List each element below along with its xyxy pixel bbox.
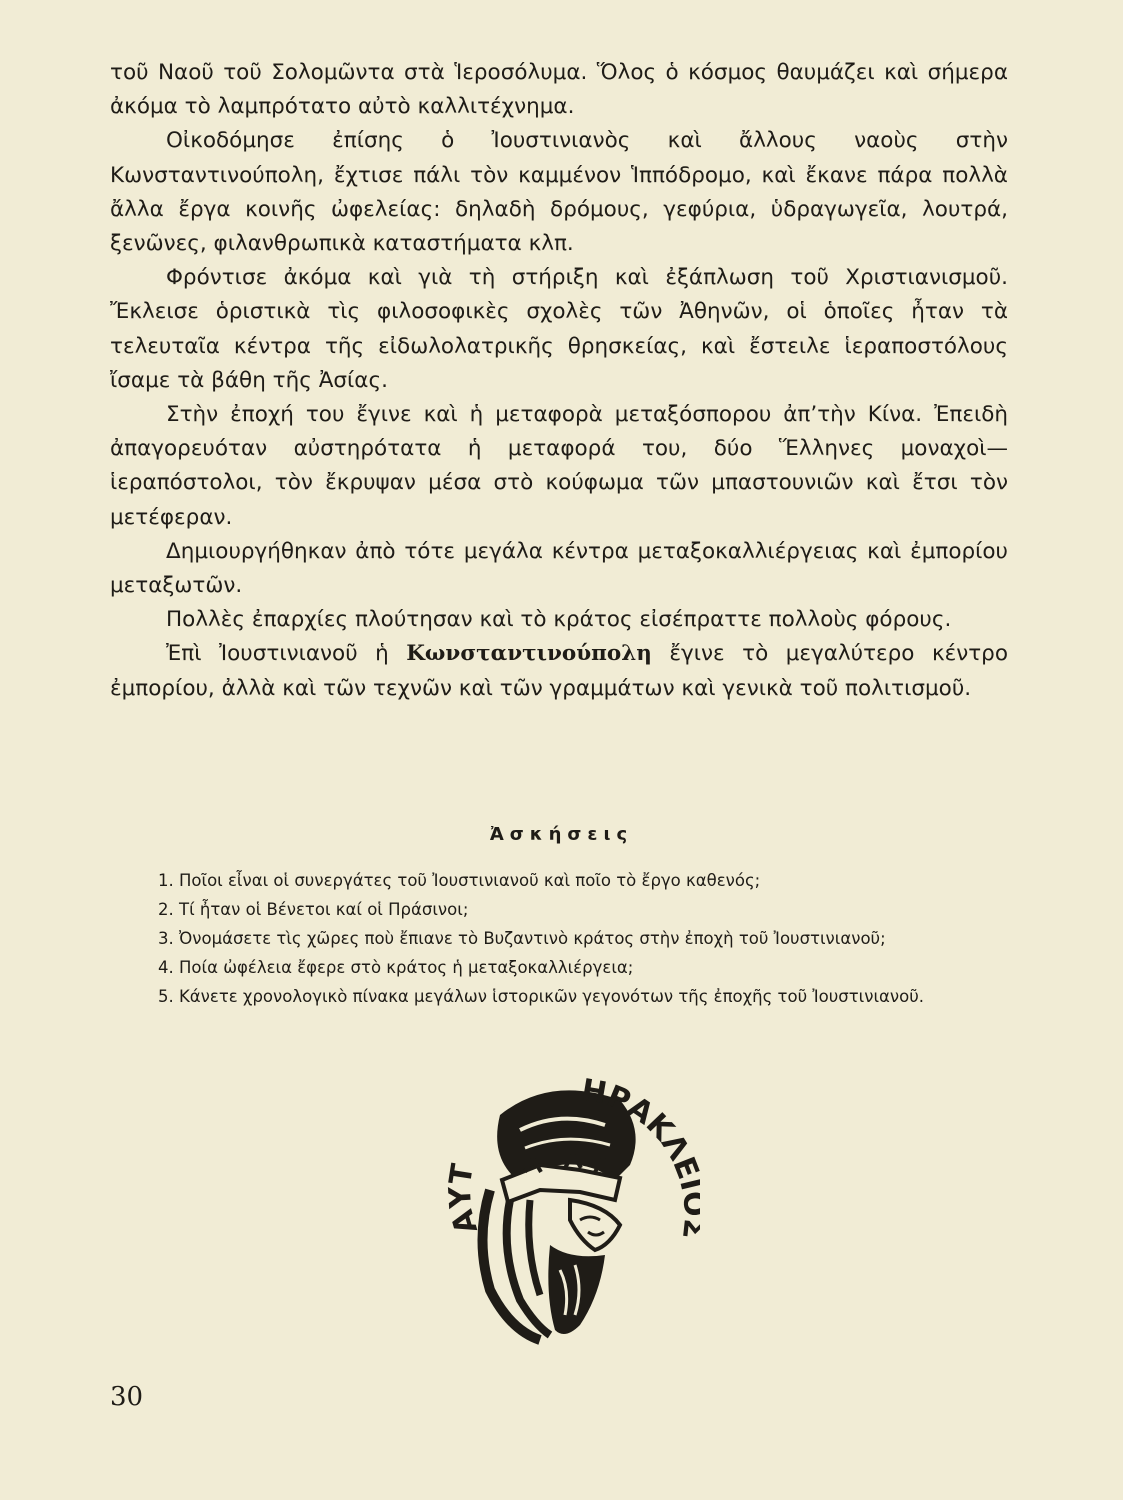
paragraph: τοῦ Ναοῦ τοῦ Σολομῶντα στὰ Ἱεροσόλυμα. Ὅλος ὁ κόσμος θαυμάζει καὶ σήμερα ἀκόμα τὸ λαμπρότατο αὐτὸ καλλιτέχνημα.	[110, 60, 1008, 120]
paragraph-text: ἔγινε τὸ μεγαλύτερο κέντρο ἐμπορίου, ἀλλὰ καὶ τῶν τεχνῶν καὶ τῶν γραμμάτων καὶ γενικὰ τοῦ πολιτισμοῦ.	[110, 641, 1008, 701]
emperor-portrait-stamp	[430, 1060, 700, 1350]
exercises-heading: Ἀσκήσεις	[489, 824, 634, 845]
stamp-inscription-left: ΑΥΤ	[442, 1161, 486, 1238]
exercise-item: 1. Ποῖοι εἶναι οἱ συνεργάτες τοῦ Ἰουστινιανοῦ καὶ ποῖο τὸ ἔργο καθενός;	[158, 871, 761, 890]
exercises-list	[110, 866, 1008, 1011]
paragraph-text: Ἐπὶ Ἰουστινιανοῦ ἡ	[166, 641, 407, 667]
exercise-item: 3. Ὀνομάσετε τὶς χῶρες ποὺ ἔπιανε τὸ Βυζαντινὸ κράτος στὴν ἐποχὴ τοῦ Ἰουστινιανοῦ;	[158, 929, 886, 948]
paragraph: Πολλὲς ἐπαρχίες πλούτησαν καὶ τὸ κράτος εἰσέπραττε πολλοὺς φόρους.	[166, 607, 952, 633]
exercise-item: 5. Κάνετε χρονολογικὸ πίνακα μεγάλων ἱστορικῶν γεγονότων τῆς ἐποχῆς τοῦ Ἰουστινιανοῦ.	[158, 987, 925, 1006]
paragraph: Δημιουργήθηκαν ἀπὸ τότε μεγάλα κέντρα μεταξοκαλλιέργειας καὶ ἐμπορίου μεταξωτῶν.	[110, 538, 1008, 599]
paragraph: Στὴν ἐποχή του ἔγινε καὶ ἡ μεταφορὰ μεταξόσπορου ἀπ’τὴν Κίνα. Ἐπειδὴ ἀπαγορευόταν αὐστηρότατα ἡ μεταφορά του, δύο Ἕλληνες μοναχοὶ—ἱεραπόστολοι, τὸν ἔκρυψαν μέσα στὸ κούφωμα τῶν μπαστουνιῶν καὶ ἔτσι τὸν μετέφεραν.	[110, 402, 1008, 530]
paragraph	[110, 637, 1008, 705]
exercise-item: 4. Ποία ὠφέλεια ἔφερε στὸ κράτος ἡ μεταξοκαλλιέργεια;	[158, 958, 634, 977]
stamp-inscription-right: ΗΡΑΚΛ	[578, 1072, 696, 1167]
paragraph: Φρόντισε ἀκόμα καὶ γιὰ τὴ στήριξη καὶ ἐξάπλωση τοῦ Χριστιανισμοῦ. Ἔκλεισε ὁριστικὰ τὶς φιλοσοφικὲς σχολὲς τῶν Ἀθηνῶν, οἱ ὁποῖες ἦταν τὰ τελευταῖα κέντρα τῆς εἰδωλολατρικῆς θρησκείας, καὶ ἔστειλε ἱεραποστόλους ἴσαμε τὰ βάθη τῆς Ἀσίας.	[110, 265, 1008, 393]
svg-text:ΑΥΤ	[443, 1161, 485, 1238]
page-number: 30	[110, 1382, 144, 1412]
paragraph: Οἰκοδόμησε ἐπίσης ὁ Ἰουστινιανὸς καὶ ἄλλους ναοὺς στὴν Κωνσταντινούπολη, ἔχτισε πάλι τὸν καμμένον Ἱππόδρομο, καὶ ἔκανε πάρα πολλὰ ἄλλα ἔργα κοινῆς ὠφελείας: δηλαδὴ δρόμους, γεφύρια, ὑδραγωγεῖα, λουτρά, ξενῶνες, φιλανθρωπικὰ καταστήματα κλπ.	[110, 128, 1008, 257]
bold-term: Κωνσταντινούπολη	[406, 641, 652, 667]
exercise-item: 2. Τί ἦταν οἱ Βένετοι καί οἱ Πράσινοι;	[158, 900, 469, 919]
main-text	[110, 56, 1008, 706]
portrait-illustration	[430, 1060, 700, 1350]
